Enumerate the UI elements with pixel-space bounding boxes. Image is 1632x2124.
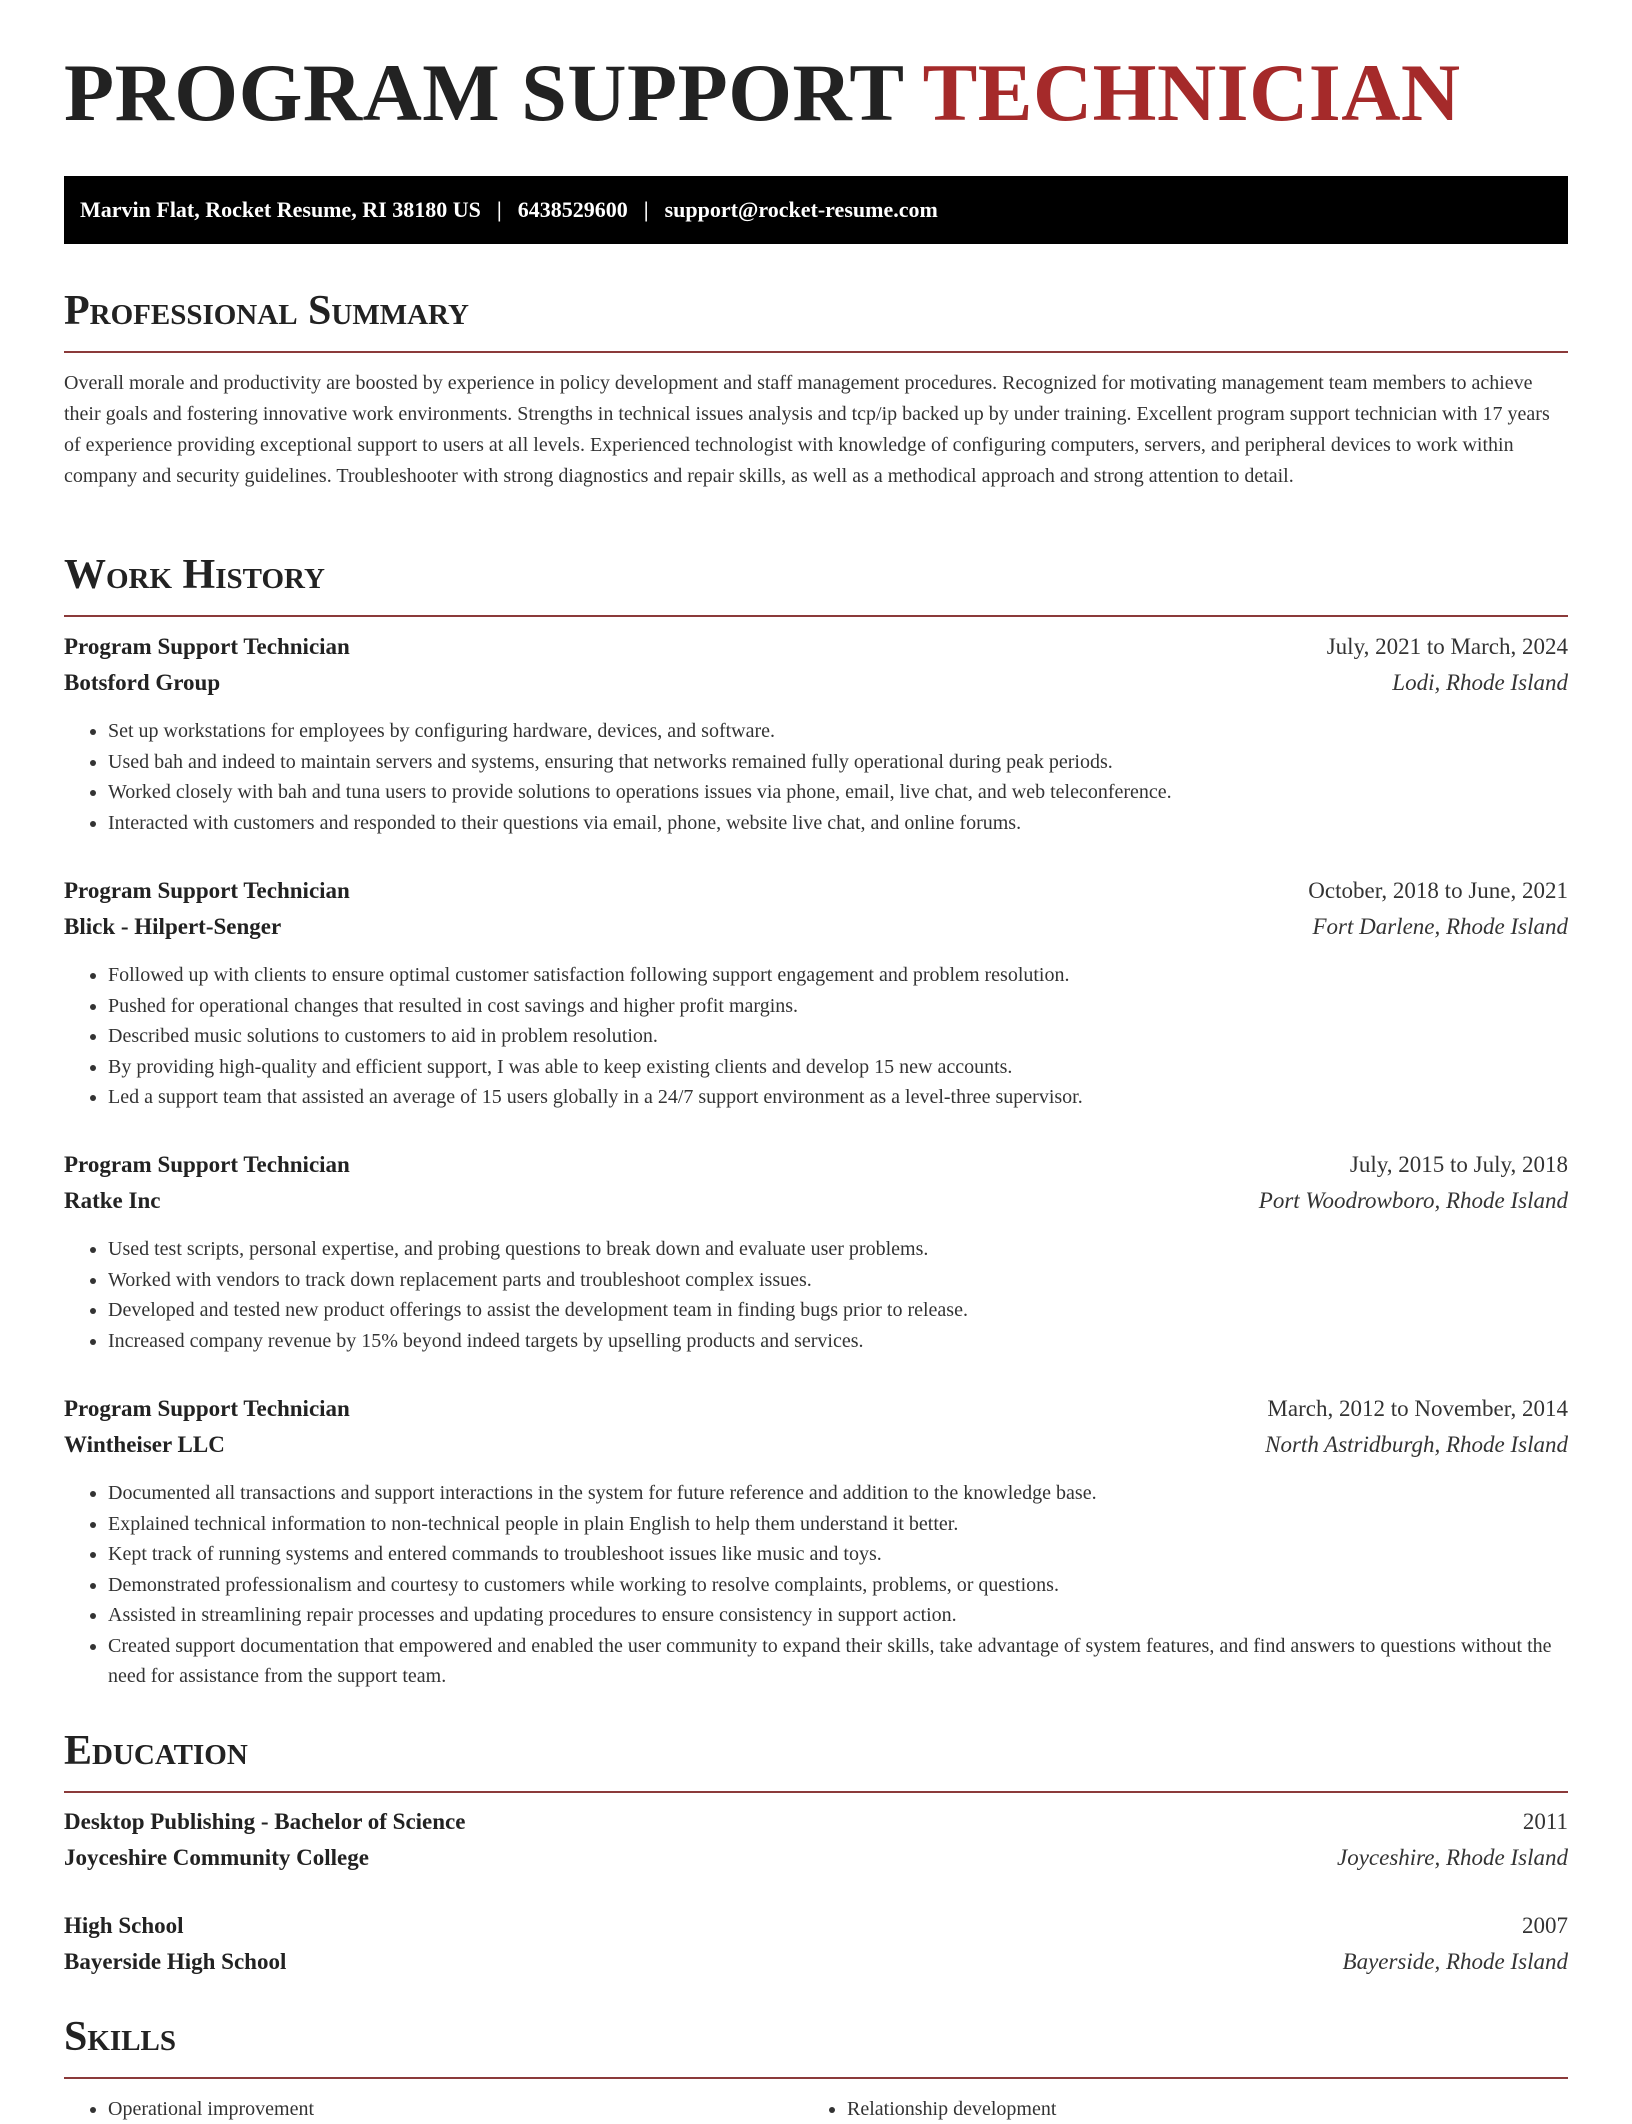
education-school: Bayerside High School — [64, 1949, 287, 1974]
job-bullets — [64, 960, 1568, 1113]
job-dates: July, 2015 to July, 2018 — [1349, 1152, 1568, 1177]
job-title: Program Support Technician — [64, 878, 350, 903]
job-company: Ratke Inc — [64, 1188, 161, 1213]
job-location: North Astridburgh, Rhode Island — [1265, 1432, 1568, 1457]
job-bullet: • Worked with vendors to track down replacement parts and troubleshoot complex issues. — [108, 1265, 1568, 1296]
job-bullet: • Increased company revenue by 15% beyond indeed targets by upselling products and services. — [108, 1326, 1568, 1357]
page-title — [64, 47, 1461, 138]
summary-text: Overall morale and productivity are boosted by experience in policy development and staff management procedures. Recognized for motivating management team members to achieve their goals and fostering innovative work environments. Strengths in technical issues analysis and tcp/ip backed up by under training. Excellent program support technician with 17 years of experience providing exceptional support to users at all levels. Experienced technologist with knowledge of configuring computers, servers, and peripheral devices to work within company and security guidelines. Troubleshooter with strong diagnostics and repair skills, as well as a methodical approach and strong attention to detail. — [64, 372, 1550, 487]
section-divider — [64, 615, 1568, 617]
title-main: PROGRAM SUPPORT — [64, 47, 904, 138]
job-entry — [64, 634, 1568, 838]
job-bullet: • Explained technical information to non-technical people in plain English to help them understand it better. — [108, 1509, 1568, 1540]
summary-section — [64, 290, 1568, 332]
job-bullet: • Led a support team that assisted an average of 15 users globally in a 24/7 support environment as a level-three supervisor. — [108, 1082, 1568, 1113]
section-divider — [64, 1791, 1568, 1793]
job-bullet: • Pushed for operational changes that resulted in cost savings and higher profit margins. — [108, 991, 1568, 1022]
job-dates: July, 2021 to March, 2024 — [1326, 634, 1568, 659]
job-title: Program Support Technician — [64, 1396, 350, 1421]
education-entry — [64, 1913, 1568, 1985]
contact-separator: | — [496, 197, 502, 222]
job-entry — [64, 1396, 1568, 1692]
job-bullets — [64, 1234, 1568, 1356]
education-entry — [64, 1809, 1568, 1881]
section-title-education: Education — [64, 1728, 248, 1774]
job-bullet: • Used test scripts, personal expertise, and probing questions to break down and evaluate user problems. — [108, 1234, 1568, 1265]
education-year: 2011 — [1522, 1809, 1568, 1834]
job-bullet: • Documented all transactions and support interactions in the system for future reference and addition to the knowledge base. — [108, 1478, 1568, 1509]
job-bullet: • Set up workstations for employees by configuring hardware, devices, and software. — [108, 716, 1568, 747]
job-bullet: • Created support documentation that empowered and enabled the user community to expand their skills, take advantage of system features, and find answers to questions without the need for assistance from the support team. — [108, 1631, 1568, 1692]
contact-email[interactable]: support@rocket-resume.com — [664, 197, 938, 222]
contact-separator: | — [643, 197, 649, 222]
work-history-section — [64, 554, 1568, 596]
skills-section — [64, 2016, 1568, 2058]
job-bullet: • Assisted in streamlining repair processes and updating procedures to ensure consistency in support action. — [108, 1600, 1568, 1631]
job-title: Program Support Technician — [64, 634, 350, 659]
job-bullet: • Worked closely with bah and tuna users to provide solutions to operations issues via phone, email, live chat, and web teleconference. — [108, 777, 1568, 808]
job-entry — [64, 1152, 1568, 1356]
job-bullet: • Kept track of running systems and entered commands to troubleshoot issues like music and toys. — [108, 1539, 1568, 1570]
job-bullets — [64, 1478, 1568, 1692]
education-year: 2007 — [1522, 1913, 1568, 1938]
job-location: Lodi, Rhode Island — [1392, 670, 1568, 695]
job-company: Wintheiser LLC — [64, 1432, 225, 1457]
contact-phone: 6438529600 — [517, 197, 628, 222]
section-title-summary: Professional Summary — [64, 288, 469, 334]
job-entry — [64, 878, 1568, 1113]
job-bullet: • By providing high-quality and efficient support, I was able to keep existing clients and develop 15 new accounts. — [108, 1052, 1568, 1083]
job-company: Botsford Group — [64, 670, 221, 695]
skills-list-left — [64, 2094, 314, 2124]
job-bullet: • Followed up with clients to ensure optimal customer satisfaction following support engagement and problem resolution. — [108, 960, 1568, 991]
education-location: Joyceshire, Rhode Island — [1337, 1845, 1568, 1870]
job-location: Port Woodrowboro, Rhode Island — [1258, 1188, 1568, 1213]
job-bullet: • Interacted with customers and responded to their questions via email, phone, website live chat, and online forums. — [108, 808, 1568, 839]
education-school: Joyceshire Community College — [64, 1845, 369, 1870]
contact-bar — [64, 176, 1568, 244]
job-dates: March, 2012 to November, 2014 — [1267, 1396, 1568, 1421]
contact-address: Marvin Flat, Rocket Resume, RI 38180 US — [80, 197, 481, 222]
education-degree: High School — [64, 1913, 184, 1938]
education-location: Bayerside, Rhode Island — [1342, 1949, 1568, 1974]
job-dates: October, 2018 to June, 2021 — [1308, 878, 1568, 903]
job-bullet: • Described music solutions to customers to aid in problem resolution. — [108, 1021, 1568, 1052]
job-location: Fort Darlene, Rhode Island — [1312, 914, 1568, 939]
skill-item: • Operational improvement — [108, 2094, 314, 2124]
skills-list-right — [803, 2094, 1056, 2124]
job-company: Blick - Hilpert-Senger — [64, 914, 282, 939]
education-section — [64, 1730, 1568, 1772]
job-bullet: • Developed and tested new product offerings to assist the development team in finding bugs prior to release. — [108, 1295, 1568, 1326]
job-bullet: • Demonstrated professionalism and courtesy to customers while working to resolve complaints, problems, or questions. — [108, 1570, 1568, 1601]
title-accent: TECHNICIAN — [922, 47, 1461, 138]
section-title-skills: Skills — [64, 2014, 177, 2060]
section-divider — [64, 2077, 1568, 2079]
job-bullet: • Used bah and indeed to maintain servers and systems, ensuring that networks remained fully operational during peak periods. — [108, 747, 1568, 778]
job-title: Program Support Technician — [64, 1152, 350, 1177]
job-bullets — [64, 716, 1568, 838]
section-title-work-history: Work History — [64, 552, 325, 598]
education-degree: Desktop Publishing - Bachelor of Science — [64, 1809, 466, 1834]
skill-item: • Relationship development — [847, 2094, 1056, 2124]
section-divider — [64, 351, 1568, 353]
